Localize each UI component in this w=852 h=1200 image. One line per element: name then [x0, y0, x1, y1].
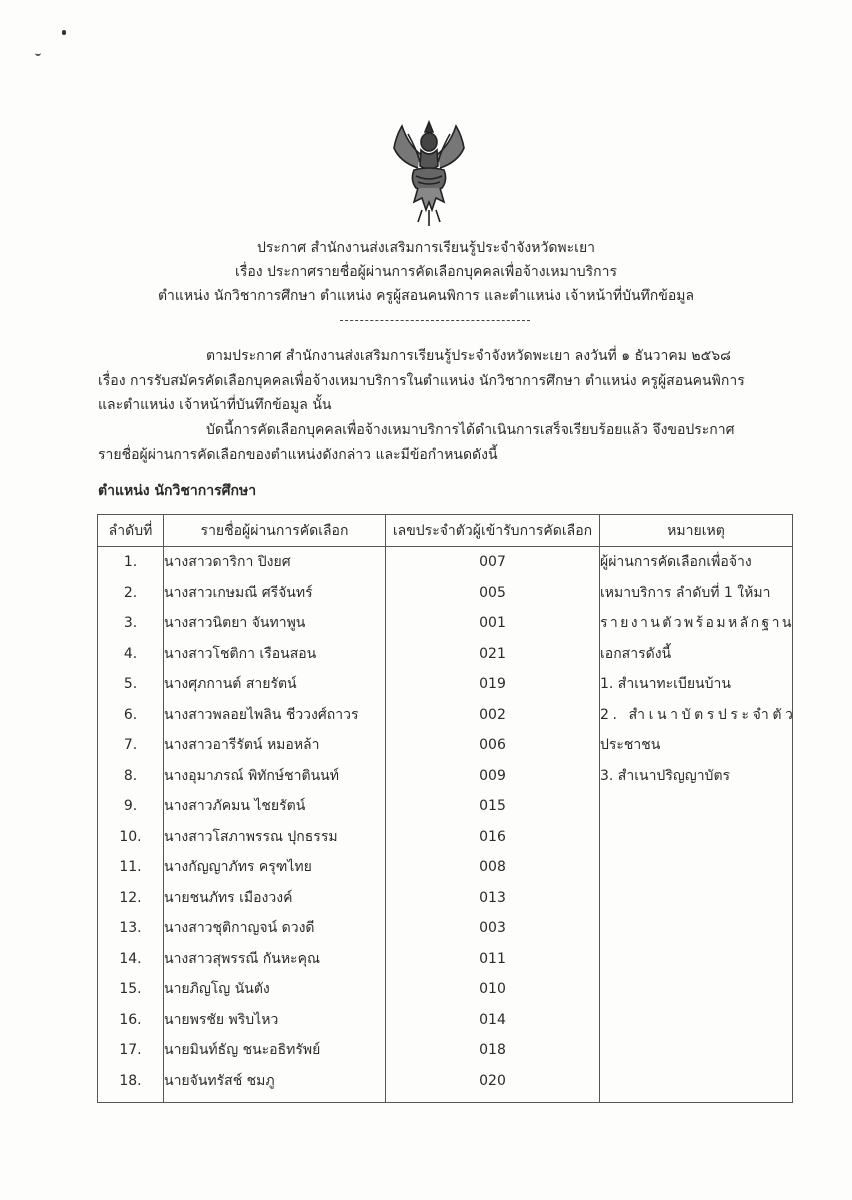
row-applicant-id: 008: [479, 859, 506, 875]
row-applicant-id: 005: [479, 584, 506, 601]
remark-line: เอกสารดังนี้: [600, 645, 672, 662]
row-name: นางสาวโชติกา เรือนสอน: [164, 645, 317, 662]
header-order: ลำดับที่: [98, 515, 164, 547]
row-order: 4.: [123, 645, 138, 662]
row-applicant-id: 015: [479, 798, 506, 814]
row-order: 9.: [123, 798, 138, 814]
row-applicant-id: 010: [479, 981, 506, 997]
row-name: นายพรชัย พริบไหว: [164, 1011, 279, 1028]
row-order: 8.: [123, 767, 138, 784]
row-name: นางสาวชุติกาญจน์ ดวงดี: [164, 920, 315, 936]
row-applicant-id: 007: [479, 554, 506, 570]
paragraph-line: ตามประกาศ สำนักงานส่งเสริมการเรียนรู้ประจำจังหวัดพะเยา ลงวันที่ ๑ ธันวาคม ๒๕๖๘: [206, 348, 731, 364]
row-applicant-id: 013: [479, 889, 506, 906]
dashed-divider: [340, 320, 530, 321]
row-applicant-id: 019: [479, 676, 506, 692]
scan-mark: [35, 51, 41, 56]
header-remark: หมายเหตุ: [600, 515, 793, 547]
row-applicant-id: 001: [479, 615, 506, 631]
row-name: นางอุมาภรณ์ พิทักษ์ชาตินนท์: [164, 767, 339, 784]
row-order: 18.: [119, 1072, 142, 1089]
header-applicant-id: เลขประจำตัวผู้เข้ารับการคัดเลือก: [386, 515, 600, 547]
remark-column: [600, 547, 797, 1103]
row-name: นางสาวอารีรัตน์ หมอหล้า: [164, 737, 320, 753]
row-applicant-id: 006: [479, 737, 506, 753]
row-applicant-id: 016: [479, 828, 506, 845]
row-name: นางสาวนิตยา จันทาพูน: [164, 615, 306, 631]
remark-line: 3. สำเนาปริญญาบัตร: [600, 767, 731, 784]
row-name: นายภิญโญ นันตัง: [164, 981, 270, 997]
row-name: นางศุภกานต์ สายรัตน์: [164, 676, 297, 692]
row-order: 15.: [119, 981, 142, 997]
paragraph-line: และตำแหน่ง เจ้าหน้าที่บันทึกข้อมูล นั้น: [98, 397, 332, 413]
row-applicant-id: 014: [479, 1011, 506, 1028]
remark-line: เหมาบริการ ลำดับที่ 1 ให้มา: [600, 584, 771, 601]
remark-line: 1. สำเนาทะเบียนบ้าน: [600, 676, 731, 692]
row-applicant-id: 018: [479, 1042, 506, 1058]
row-order: 12.: [119, 889, 142, 906]
row-applicant-id: 002: [479, 706, 506, 723]
order-column: [98, 547, 164, 1103]
paragraph-result: [98, 418, 798, 467]
remark-line: 2. สำเนาบัตรประจำตัว: [600, 706, 797, 723]
id-column: [386, 547, 600, 1103]
scan-speck: [62, 30, 66, 35]
header-name: รายชื่อผู้ผ่านการคัดเลือก: [164, 515, 386, 547]
row-order: 6.: [123, 706, 138, 723]
garuda-emblem-icon: [388, 118, 470, 230]
name-column: [164, 547, 386, 1103]
row-order: 7.: [123, 737, 138, 753]
announcement-title: ประกาศ สำนักงานส่งเสริมการเรียนรู้ประจำจังหวัดพะเยา: [256, 240, 596, 256]
row-order: 5.: [123, 676, 138, 692]
row-name: นางสาวภัคมน ไชยรัตน์: [164, 798, 306, 814]
announcement-subject: เรื่อง ประกาศรายชื่อผู้ผ่านการคัดเลือกบุคคลเพื่อจ้างเหมาบริการ: [235, 264, 617, 280]
row-name: นายจันทรัสช์ ชมภู: [164, 1072, 275, 1089]
remark-line: ประชาชน: [600, 737, 661, 753]
row-order: 14.: [119, 950, 142, 967]
row-applicant-id: 011: [479, 950, 506, 967]
row-order: 13.: [119, 920, 142, 936]
row-name: นางสาวสุพรรณี กันหะคุณ: [164, 950, 320, 967]
remark-line: รายงานตัวพร้อมหลักฐาน: [600, 615, 794, 631]
row-order: 16.: [119, 1011, 142, 1028]
row-order: 1.: [123, 554, 138, 570]
results-table: [97, 514, 797, 1103]
paragraph-line: บัดนี้การคัดเลือกบุคคลเพื่อจ้างเหมาบริการได้ดำเนินการเสร็จเรียบร้อยแล้ว จึงขอประกาศ: [206, 422, 735, 438]
paragraph-line: รายชื่อผู้ผ่านการคัดเลือกของตำแหน่งดังกล่าว และมีข้อกำหนดดังนี้: [98, 446, 498, 463]
table-body: [98, 547, 793, 1103]
row-applicant-id: 020: [479, 1072, 506, 1089]
row-order: 3.: [123, 615, 138, 631]
section-title: ตำแหน่ง นักวิชาการศึกษา: [98, 483, 257, 499]
row-order: 2.: [123, 584, 138, 601]
row-order: 10.: [119, 828, 142, 845]
row-name: นางสาวดาริกา ปิงยศ: [164, 554, 291, 570]
table-header-row: [98, 515, 793, 547]
row-applicant-id: 021: [479, 645, 506, 662]
row-applicant-id: 009: [479, 767, 506, 784]
row-name: นางสาวเกษมณี ศรีจันทร์: [164, 584, 313, 601]
remark-line: ผู้ผ่านการคัดเลือกเพื่อจ้าง: [600, 554, 752, 570]
row-name: นางสาวพลอยไพลิน ชีววงศ์ถาวร: [164, 706, 359, 723]
row-name: นายชนภัทร เมืองวงค์: [164, 889, 293, 906]
paragraph-reference: [98, 344, 798, 418]
row-name: นายมินท์ธัญ ชนะอธิทรัพย์: [164, 1042, 321, 1058]
row-order: 11.: [119, 859, 142, 875]
row-name: นางกัญญาภัทร ครุฑไทย: [164, 859, 312, 875]
announcement-positions: ตำแหน่ง นักวิชาการศึกษา ตำแหน่ง ครูผู้สอนคนพิการ และตำแหน่ง เจ้าหน้าที่บันทึกข้อมูล: [157, 288, 695, 304]
row-name: นางสาวโสภาพรรณ ปุกธรรม: [164, 828, 338, 845]
row-applicant-id: 003: [479, 920, 506, 936]
paragraph-line: เรื่อง การรับสมัครคัดเลือกบุคคลเพื่อจ้างเหมาบริการในตำแหน่ง นักวิชาการศึกษา ตำแหน่ง ครูผู้สอนคนพิการ: [98, 372, 745, 389]
row-order: 17.: [119, 1042, 142, 1058]
